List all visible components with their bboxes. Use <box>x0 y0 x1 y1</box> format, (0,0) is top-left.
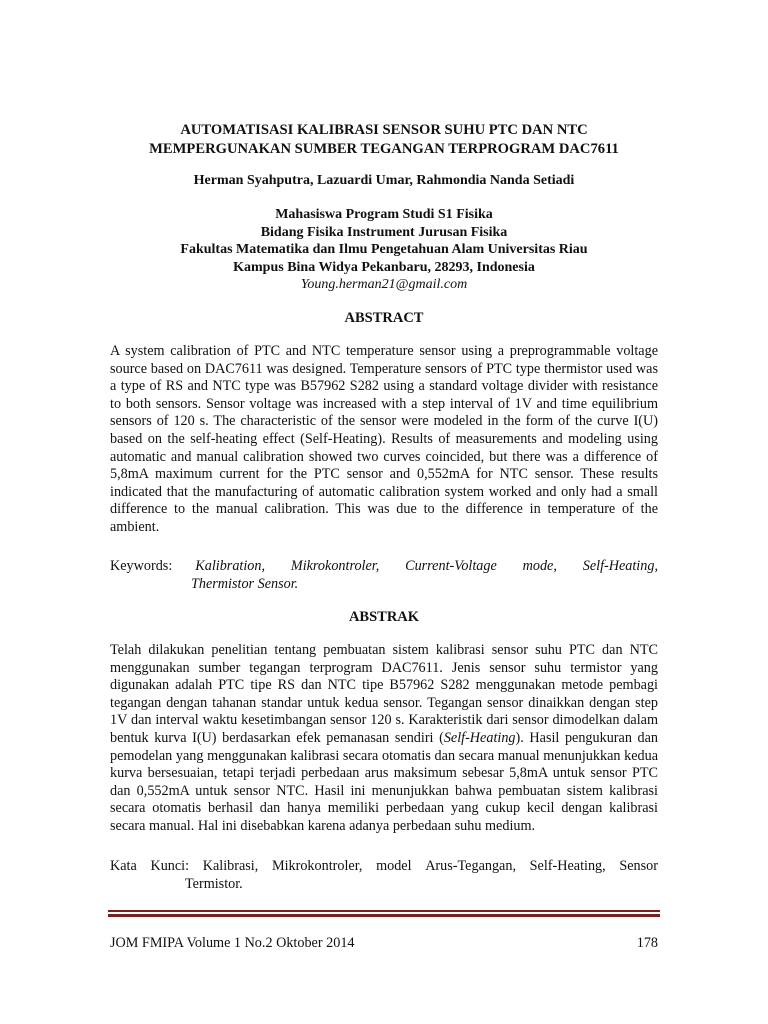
affiliation-line-4: Kampus Bina Widya Pekanbaru, 28293, Indonesia <box>233 259 535 275</box>
author-email: Young.herman21@gmail.com <box>300 277 468 292</box>
author-list: Herman Syahputra, Lazuardi Umar, Rahmondia Nanda Setiadi <box>193 173 575 188</box>
paper-title <box>0 121 768 159</box>
page-number: 178 <box>636 935 658 951</box>
abstrak-text-part-1: Telah dilakukan penelitian tentang pembuatan sistem kalibrasi sensor suhu PTC dan NTC menggunakan sumber tegangan terprogram DAC7611. Jenis sensor suhu termistor yang digunakan adalah PTC tipe RS dan NTC tipe B57962 S282 menggunakan metode pembagi tegangan dengan tahanan standar untuk kedua sensor. Tegangan sensor dinaikkan dengan step 1V dan interval waktu kesetimbangan sensor 120 s. Karakteristik dari sensor dimodelkan dalam bentuk kurva I(U) berdasarkan efek pemanasan sendiri ( <box>110 642 658 746</box>
keywords-block <box>110 558 658 594</box>
affiliation-line-2: Bidang Fisika Instrument Jurusan Fisika <box>260 224 508 240</box>
keyword-item: Kalibration, <box>195 558 266 574</box>
keyword-item: Current-Voltage <box>405 558 497 574</box>
title-line-1: AUTOMATISASI KALIBRASI SENSOR SUHU PTC DAN NTC <box>180 122 588 138</box>
kata-kunci-line-2: Termistor. <box>185 875 243 892</box>
affiliation-line-1: Mahasiswa Program Studi S1 Fisika <box>275 207 493 222</box>
keyword-item: mode, <box>522 558 557 574</box>
kata-kunci-row <box>110 858 658 876</box>
affiliation-line-3: Fakultas Matematika dan Ilmu Pengetahuan Alam Universitas Riau <box>180 242 588 257</box>
kata-kunci-item: Kalibrasi, <box>202 858 259 874</box>
keywords-line-2: Thermistor Sensor. <box>191 575 299 592</box>
keywords-items <box>195 558 658 576</box>
kata-kunci-item: Kata <box>110 858 137 874</box>
kata-kunci-item: Arus-Tegangan, <box>425 858 516 874</box>
keyword-item: Mikrokontroler, <box>290 558 380 574</box>
kata-kunci-item: Self-Heating, <box>529 858 606 874</box>
keywords-row <box>110 558 658 576</box>
abstract-text: A system calibration of PTC and NTC temperature sensor using a preprogrammable voltage source based on DAC7611 was designed. Temperature sensors of PTC type thermistor used was a type of RS and NTC type was B57962 S282 using a standard voltage divider with resistance to both sensors. Sensor voltage was increased with a step interval of 1V and time equilibrium sensors of 120 s. The characteristic of the sensor were modeled in the form of the curve I(U) based on the self-heating effect (Self-Heating). Results of measurements and modeling using automatic and manual calibration showed two curves coincided, but there was a difference of 5,8mA maximum current for the PTC sensor and 0,552mA for NTC sensor. These results indicated that the manufacturing of automatic calibration system worked and only had a small difference to the manual calibration. This was due to the difference in temperature of the ambient. <box>110 343 658 535</box>
abstrak-text-italic: Self-Heating <box>443 729 516 746</box>
keyword-item: Self-Heating, <box>582 558 658 574</box>
abstrak-text <box>110 642 658 836</box>
kata-kunci-item: model <box>376 858 412 874</box>
abstrak-text-part-2: ). Hasil pengukuran dan pemodelan yang menggunakan kalibrasi secara otomatis dan secara manual menunjukkan kedua kurva bersesuaian, tetapi terjadi perbedaan arus maksimum sebesar 5,8mA untuk sensor PTC dan 0,552mA untuk sensor NTC. Hasil ini menunjukkan bahwa pembuatan sistem kalibrasi secara otomatis berhasil dan hanya memiliki perbedaan yang cukup kecil dengan kalibrasi secara manual. Hal ini disebabkan karena adanya perbedaan suhu medium. <box>110 729 658 834</box>
abstrak-heading: ABSTRAK <box>348 609 420 625</box>
title-line-2: MEMPERGUNAKAN SUMBER TEGANGAN TERPROGRAM DAC7611 <box>149 141 619 157</box>
affiliation-block <box>0 206 768 294</box>
abstract-heading: ABSTRACT <box>344 310 424 326</box>
kata-kunci-block <box>110 858 658 894</box>
keywords-label: Keywords: <box>110 558 173 574</box>
kata-kunci-item: Kunci: <box>150 858 190 874</box>
footer-rule-thick <box>108 914 660 917</box>
journal-footer: JOM FMIPA Volume 1 No.2 Oktober 2014 <box>110 935 355 951</box>
kata-kunci-item: Sensor <box>619 858 658 874</box>
kata-kunci-item: Mikrokontroler, <box>271 858 363 874</box>
footer-rule-thin <box>108 910 660 912</box>
